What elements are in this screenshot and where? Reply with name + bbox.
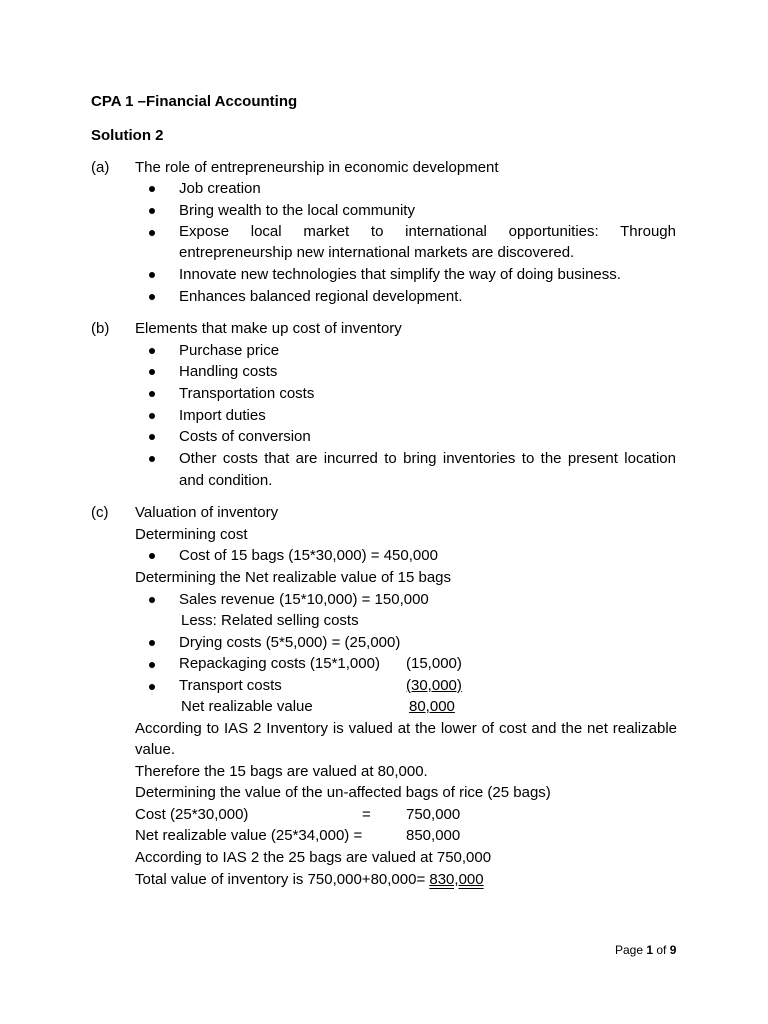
list-item: Expose local market to international opportunities: Through xyxy=(179,223,676,240)
list-item: Job creation xyxy=(179,180,261,197)
section-a-heading: The role of entrepreneurship in economic development xyxy=(135,159,499,176)
repackaging-costs-label: Repackaging costs (15*1,000) xyxy=(179,655,380,672)
total-inventory-line xyxy=(135,870,484,890)
bullet-icon xyxy=(149,434,155,440)
total-inventory-prefix: Total value of inventory is 750,000+80,000= xyxy=(135,871,430,888)
list-item-continuation: and condition. xyxy=(179,472,273,489)
list-item: Costs of conversion xyxy=(179,428,311,445)
nrv-25-label: Net realizable value (25*34,000) = xyxy=(135,827,363,844)
list-item: Bring wealth to the local community xyxy=(179,202,415,219)
list-item: Innovate new technologies that simplify the way of doing business. xyxy=(179,266,621,283)
nrv-label: Net realizable value xyxy=(181,698,313,715)
page-word: Page xyxy=(615,943,647,957)
transport-costs-value: (30,000) xyxy=(406,677,462,694)
page-footer xyxy=(615,942,676,958)
therefore-line: Therefore the 15 bags are valued at 80,000. xyxy=(135,763,428,780)
repackaging-costs-value: (15,000) xyxy=(406,655,462,672)
document-title: CPA 1 –Financial Accounting xyxy=(91,93,298,110)
ias-statement: According to IAS 2 Inventory is valued at the lower of cost and the net realizable xyxy=(135,720,677,737)
total-inventory-value: 830,000 xyxy=(429,871,484,888)
bullet-icon xyxy=(149,456,155,462)
cost-25-value: 750,000 xyxy=(406,806,461,823)
of-word: of xyxy=(653,943,670,957)
ias-statement-continuation: value. xyxy=(135,741,176,758)
bullet-icon xyxy=(149,369,155,375)
bullet-icon xyxy=(149,391,155,397)
bullet-icon xyxy=(149,272,155,278)
solution-heading: Solution 2 xyxy=(91,127,164,144)
sales-revenue-line: Sales revenue (15*10,000) = 150,000 xyxy=(179,591,429,608)
list-item: Import duties xyxy=(179,407,266,424)
list-item: Transportation costs xyxy=(179,385,315,402)
cost-25-equals: = xyxy=(362,806,371,823)
nrv-value: 80,000 xyxy=(409,698,455,715)
page-number: 1 xyxy=(646,943,654,957)
section-b-marker: (b) xyxy=(91,320,110,337)
bullet-icon xyxy=(149,597,155,603)
section-c-heading: Valuation of inventory xyxy=(135,504,279,521)
list-item: Handling costs xyxy=(179,363,278,380)
transport-costs-label: Transport costs xyxy=(179,677,282,694)
list-item: Other costs that are incurred to bring inventories to the present location xyxy=(179,450,676,467)
drying-costs-line: Drying costs (5*5,000) = (25,000) xyxy=(179,634,401,651)
section-a-marker: (a) xyxy=(91,159,110,176)
list-item: Enhances balanced regional development. xyxy=(179,288,463,305)
bullet-icon xyxy=(149,348,155,354)
bullet-icon xyxy=(149,640,155,646)
bullet-icon xyxy=(149,208,155,214)
section-b-heading: Elements that make up cost of inventory xyxy=(135,320,402,337)
list-item-continuation: entrepreneurship new international markets are discovered. xyxy=(179,244,575,261)
bullet-icon xyxy=(149,553,155,559)
less-selling-costs-label: Less: Related selling costs xyxy=(181,612,359,629)
list-item: Purchase price xyxy=(179,342,280,359)
nrv-25-value: 850,000 xyxy=(406,827,461,844)
section-c-marker: (c) xyxy=(91,504,109,521)
ias-25-bags-line: According to IAS 2 the 25 bags are valued at 750,000 xyxy=(135,849,492,866)
bullet-icon xyxy=(149,413,155,419)
page-total: 9 xyxy=(669,943,677,957)
bullet-icon xyxy=(149,230,155,236)
determining-nrv-label: Determining the Net realizable value of 15 bags xyxy=(135,569,452,586)
determining-cost-label: Determining cost xyxy=(135,526,248,543)
bullet-icon xyxy=(149,684,155,690)
bullet-icon xyxy=(149,186,155,192)
unaffected-bags-label: Determining the value of the un-affected bags of rice (25 bags) xyxy=(135,784,551,801)
cost-25-label: Cost (25*30,000) xyxy=(135,806,249,823)
cost-15-bags: Cost of 15 bags (15*30,000) = 450,000 xyxy=(179,547,438,564)
bullet-icon xyxy=(149,662,155,668)
bullet-icon xyxy=(149,294,155,300)
